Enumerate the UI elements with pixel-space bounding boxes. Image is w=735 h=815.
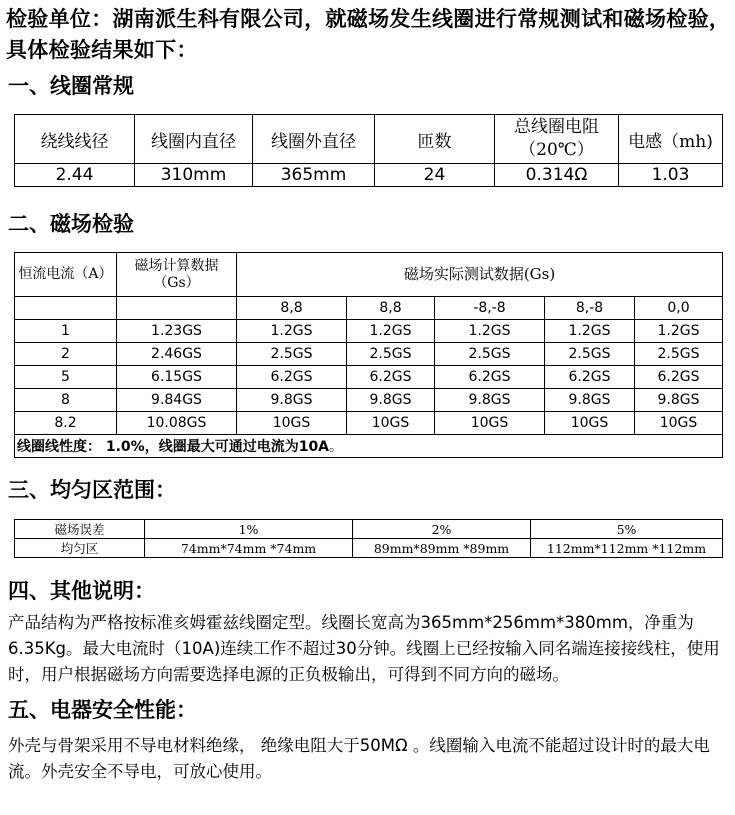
position-cell: 0,0 [635, 297, 723, 320]
linearity-label: 线圈线性度： [17, 439, 101, 455]
calc-cell: 1.23GS [117, 320, 237, 343]
current-cell: 8.2 [15, 412, 117, 435]
measured-cell: 1.2GS [635, 320, 723, 343]
error-label: 磁场误差 [15, 520, 145, 539]
zone-value: 74mm*74mm *74mm [145, 539, 353, 558]
measured-cell: 1.2GS [237, 320, 347, 343]
note-end: 。 [329, 439, 344, 455]
value-turns: 24 [375, 164, 495, 187]
section3-heading: 三、均匀区范围： [8, 478, 176, 502]
error-value: 5% [531, 520, 723, 539]
section4-text: 产品结构为严格按标准亥姆霍兹线圈定型。线圈长宽高为365mm*256mm*380mm，净重为6.35Kg。最大电流时（10A)连续工作不超过30分钟。线圈上已经按输入同名端连接接线柱，使用时，用户根据磁场方向需要选择电源的正负极输出，可得到不同方向的磁场。 [8, 613, 720, 684]
header-inductance: 电感（mh) [619, 115, 723, 164]
current-cell: 5 [15, 366, 117, 389]
measured-cell: 2.5GS [545, 343, 635, 366]
zone-value: 112mm*112mm *112mm [531, 539, 723, 558]
value-outer-diameter: 365mm [253, 164, 375, 187]
field-test-header-row [15, 253, 723, 297]
measured-cell: 2.5GS [635, 343, 723, 366]
measured-cell: 10GS [347, 412, 435, 435]
zone-value: 89mm*89mm *89mm [353, 539, 531, 558]
measured-cell: 10GS [237, 412, 347, 435]
linearity-note-row [15, 435, 723, 458]
table-row [15, 343, 723, 366]
position-cell: 8,-8 [545, 297, 635, 320]
measured-cell: 9.8GS [635, 389, 723, 412]
measured-cell: 9.8GS [435, 389, 545, 412]
measured-cell: 6.2GS [635, 366, 723, 389]
value-inductance: 1.03 [619, 164, 723, 187]
header-wire-diameter: 绕线线径 [15, 115, 135, 164]
header-turns: 匝数 [375, 115, 495, 164]
uniform-zone-table [14, 519, 723, 558]
measured-cell: 2.5GS [435, 343, 545, 366]
header-calc-field: 磁场计算数据（Gs） [117, 253, 237, 297]
measured-cell: 2.5GS [347, 343, 435, 366]
section4-heading: 四、其他说明： [8, 579, 155, 603]
header-resistance: 总线圈电阻（20℃） [495, 115, 619, 164]
intro-text: 检验单位：湖南派生科有限公司，就磁场发生线圈进行常规测试和磁场检验，具体检验结果如下： [6, 7, 731, 62]
max-current-label: ，线圈最大可通过电流为 [144, 439, 299, 455]
error-value: 1% [145, 520, 353, 539]
measured-cell: 10GS [435, 412, 545, 435]
section5-heading: 五、电器安全性能： [8, 698, 197, 722]
measured-cell: 2.5GS [237, 343, 347, 366]
coil-spec-value-row [15, 164, 723, 187]
value-resistance: 0.314Ω [495, 164, 619, 187]
coil-spec-table [14, 114, 723, 187]
table-row [15, 389, 723, 412]
empty-cell [117, 297, 237, 320]
measured-cell: 10GS [545, 412, 635, 435]
section1-heading: 一、线圈常规 [8, 74, 134, 98]
section2-heading: 二、磁场检验 [8, 212, 134, 236]
error-value: 2% [353, 520, 531, 539]
field-test-table [14, 252, 723, 458]
current-cell: 2 [15, 343, 117, 366]
table-row [15, 320, 723, 343]
table-row [15, 412, 723, 435]
table-row [15, 366, 723, 389]
linearity-note [15, 435, 723, 458]
max-current-value: 10A [298, 439, 330, 455]
measured-cell: 6.2GS [545, 366, 635, 389]
header-inner-diameter: 线圈内直径 [135, 115, 253, 164]
measured-cell: 6.2GS [237, 366, 347, 389]
value-wire-diameter: 2.44 [15, 164, 135, 187]
value-inner-diameter: 310mm [135, 164, 253, 187]
measured-cell: 9.8GS [545, 389, 635, 412]
zone-label: 均匀区 [15, 539, 145, 558]
position-row [15, 297, 723, 320]
position-cell: 8,8 [237, 297, 347, 320]
header-measured-field: 磁场实际测试数据(Gs) [237, 253, 723, 297]
current-cell: 8 [15, 389, 117, 412]
calc-cell: 10.08GS [117, 412, 237, 435]
calc-cell: 2.46GS [117, 343, 237, 366]
measured-cell: 6.2GS [347, 366, 435, 389]
measured-cell: 9.8GS [347, 389, 435, 412]
zone-row [15, 539, 723, 558]
current-cell: 1 [15, 320, 117, 343]
header-current: 恒流电流（A） [15, 253, 117, 297]
measured-cell: 9.8GS [237, 389, 347, 412]
empty-cell [15, 297, 117, 320]
coil-spec-header-row [15, 115, 723, 164]
position-cell: 8,8 [347, 297, 435, 320]
measured-cell: 6.2GS [435, 366, 545, 389]
calc-cell: 9.84GS [117, 389, 237, 412]
calc-cell: 6.15GS [117, 366, 237, 389]
position-cell: -8,-8 [435, 297, 545, 320]
linearity-value: 1.0% [105, 439, 145, 455]
error-row [15, 520, 723, 539]
measured-cell: 1.2GS [347, 320, 435, 343]
measured-cell: 1.2GS [545, 320, 635, 343]
measured-cell: 1.2GS [435, 320, 545, 343]
measured-cell: 10GS [635, 412, 723, 435]
section5-text: 外壳与骨架采用不导电材料绝缘， 绝缘电阻大于50MΩ 。线圈输入电流不能超过设计时的最大电流。外壳安全不导电，可放心使用。 [8, 736, 710, 781]
header-outer-diameter: 线圈外直径 [253, 115, 375, 164]
